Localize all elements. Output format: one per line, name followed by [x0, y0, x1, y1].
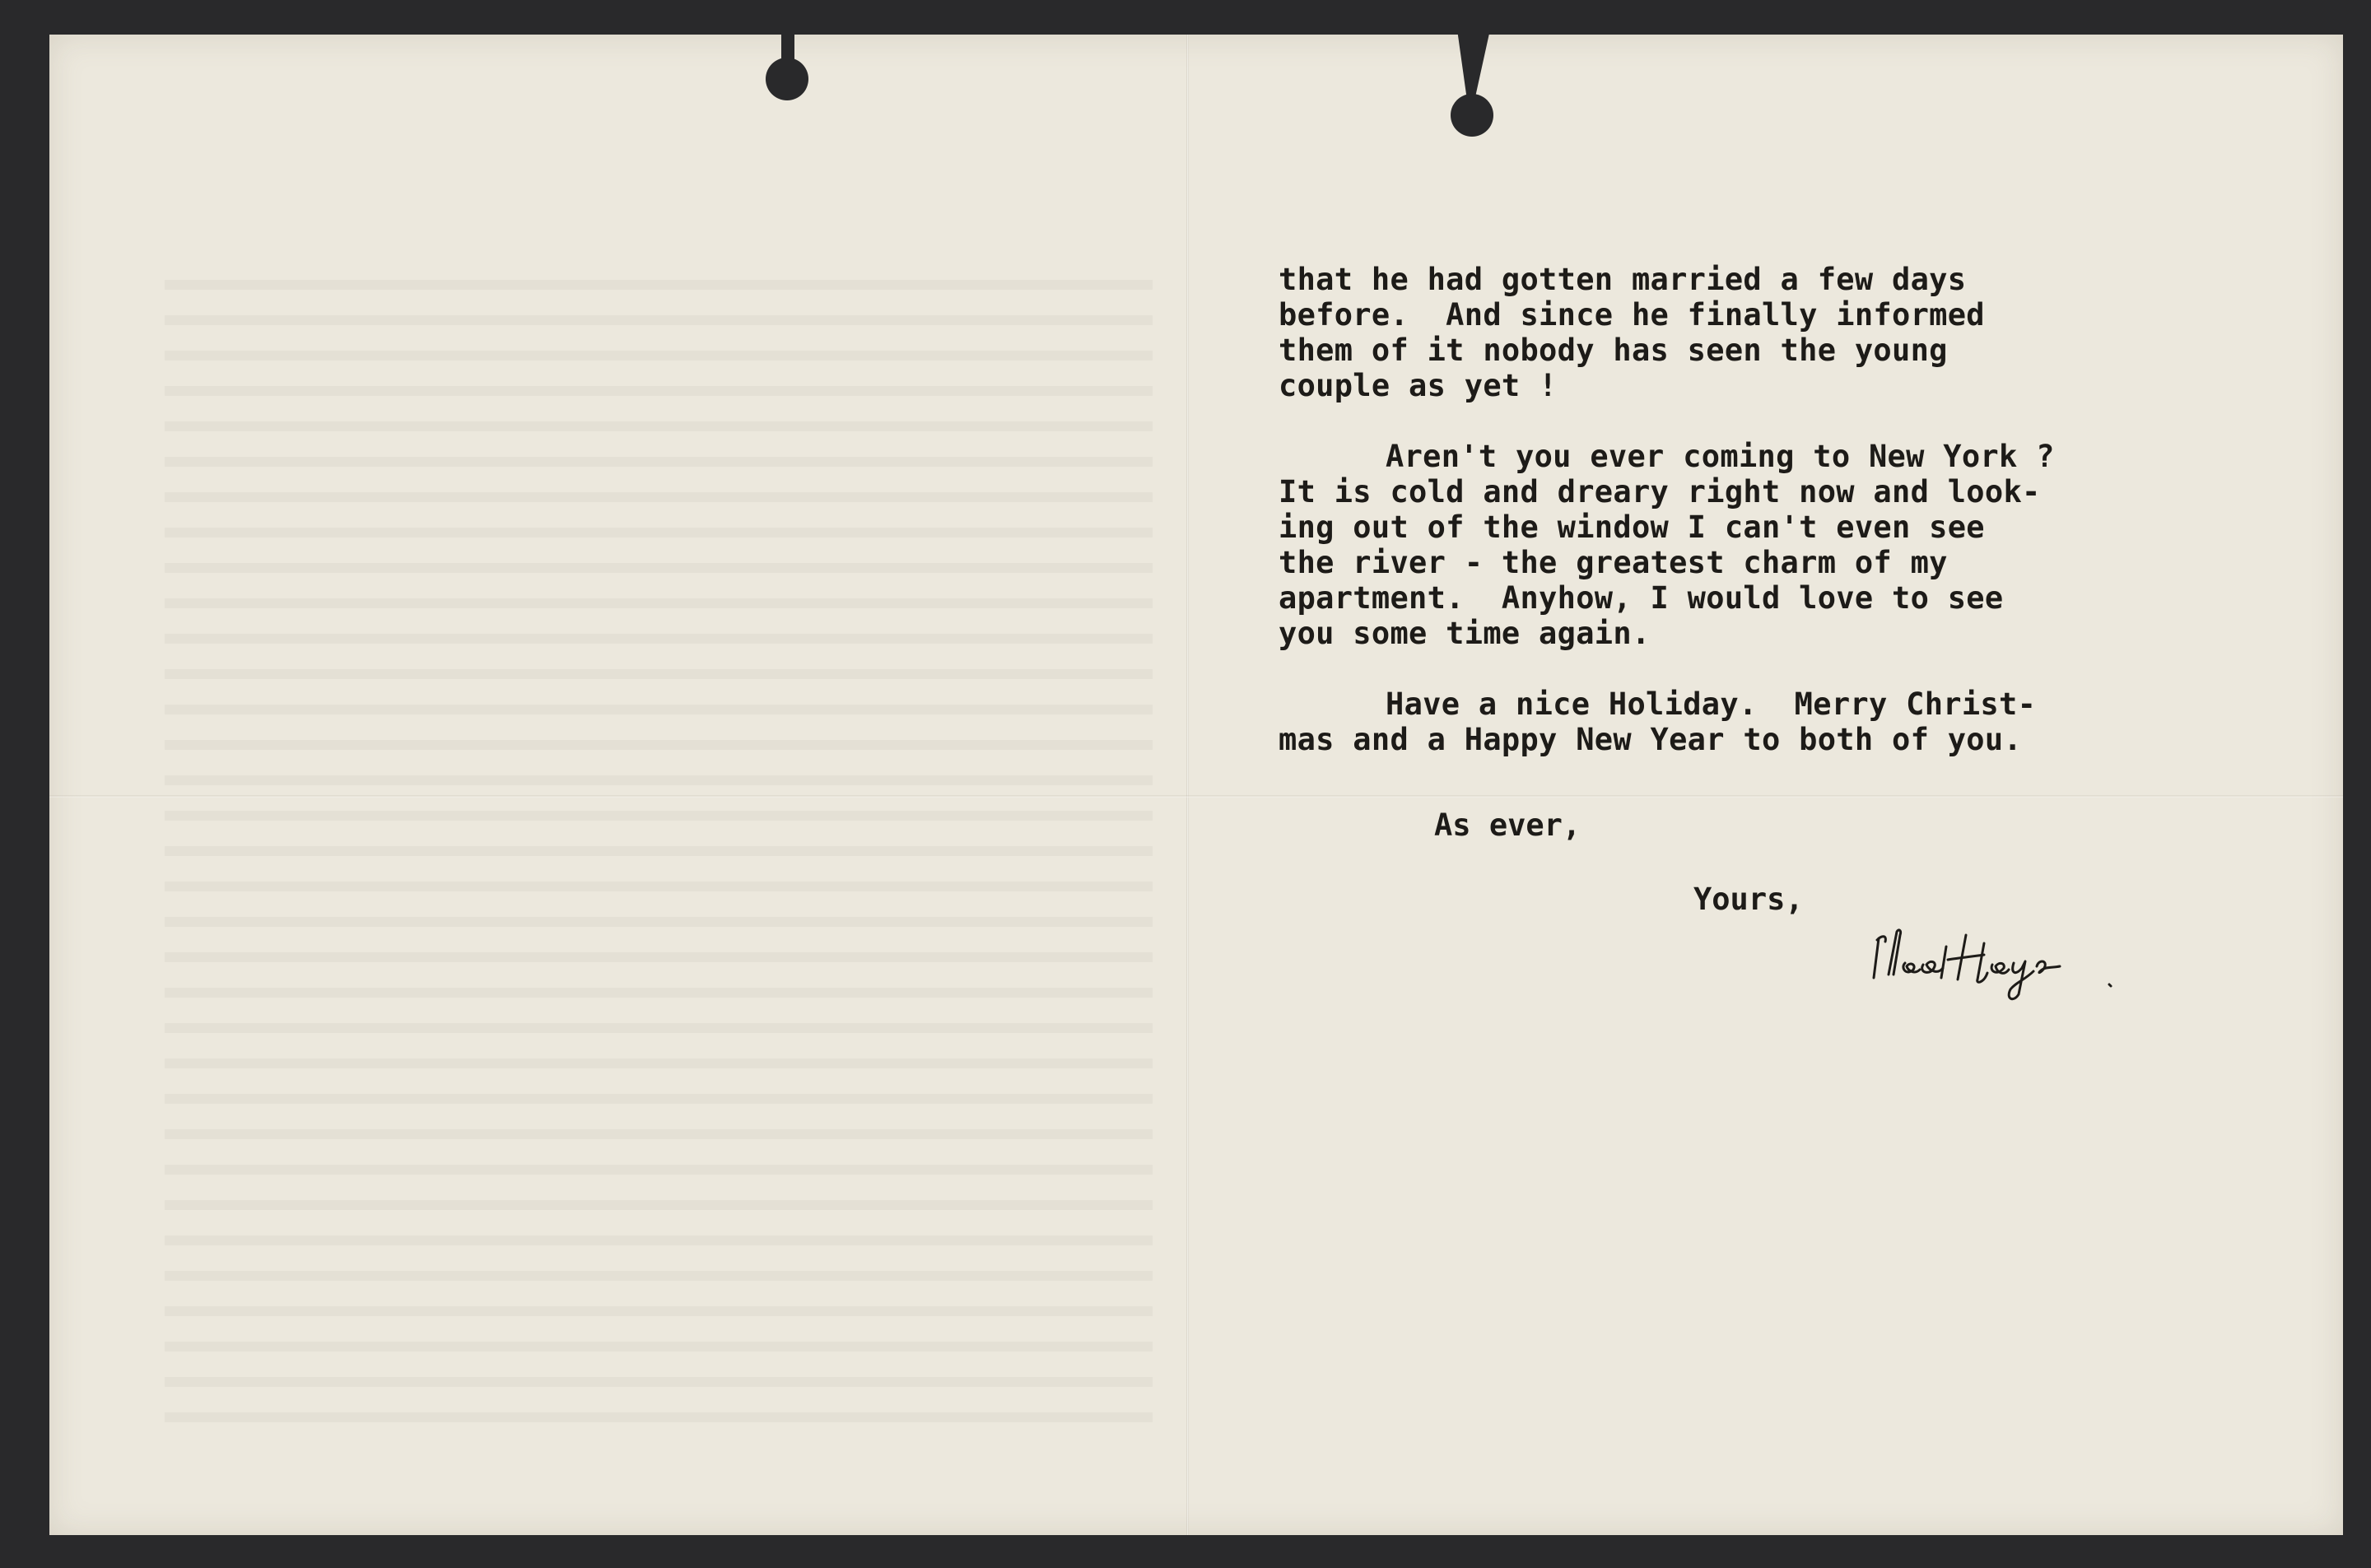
letter-body — [1279, 262, 2250, 757]
closing-yours: Yours, — [1693, 882, 1804, 917]
letter-line: that he had gotten married a few days — [1279, 262, 1967, 297]
letter-line: ing out of the window I can't even see — [1279, 509, 1985, 545]
letter-line: apartment. Anyhow, I would love to see — [1279, 580, 2004, 616]
letter-line: Aren't you ever coming to New York ? — [1386, 439, 2055, 474]
horizontal-fold-line — [49, 795, 2343, 798]
letter-line: the river - the greatest charm of my — [1279, 545, 1948, 580]
handwritten-signature — [1869, 914, 2132, 1004]
letter-sheet — [49, 35, 2343, 1535]
reverse-side-bleed-through — [165, 265, 1153, 1434]
letter-line: Have a nice Holiday. Merry Christ- — [1386, 686, 2037, 722]
letter-line: couple as yet ! — [1279, 368, 1558, 403]
vertical-fold-line — [1186, 35, 1189, 1535]
punch-hole-left — [766, 58, 808, 100]
letter-line: them of it nobody has seen the young — [1279, 333, 1948, 368]
letter-line: before. And since he finally informed — [1279, 297, 1985, 333]
letter-line: It is cold and dreary right now and look- — [1279, 474, 2041, 509]
punch-hole-right — [1451, 94, 1493, 137]
letter-line: mas and a Happy New Year to both of you. — [1279, 722, 2023, 757]
closing-as-ever: As ever, — [1434, 807, 1581, 843]
letter-line: you some time again. — [1279, 616, 1651, 651]
